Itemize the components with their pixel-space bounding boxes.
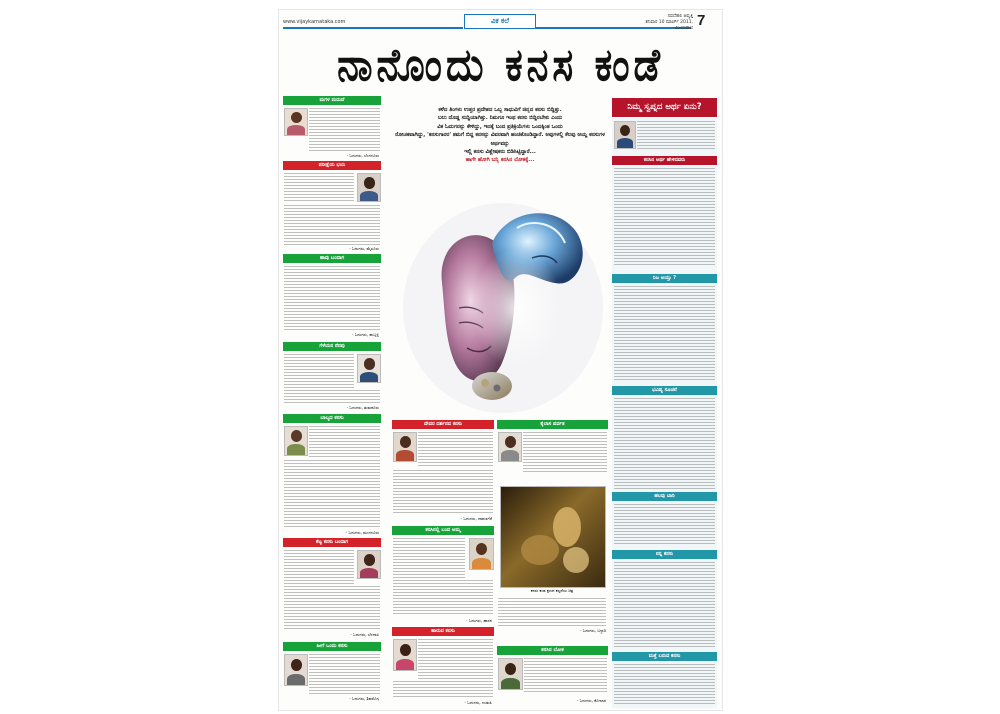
edition-line-1: ನವದೆಹಲಿ ಆವೃತ್ತಿ bbox=[667, 14, 693, 19]
sidebar-question-title: ನಿಮ್ಮ ಸ್ವಪ್ನದ ಅರ್ಥ ಏನು? bbox=[612, 98, 717, 117]
left-section-heading-7: ಹೀಗೆ ಒಂದು ಕನಸು bbox=[283, 642, 381, 651]
right-sidebar bbox=[612, 118, 717, 708]
reader-photo bbox=[357, 550, 381, 579]
dream-illustration bbox=[397, 188, 609, 416]
expert-photo bbox=[614, 121, 636, 149]
reader-photo bbox=[284, 108, 308, 136]
center-bottom-column-2: ಕೈಲಾಸ ಪರ್ವತ ಕನಸು ಕಂಡ ಕ್ಷಣದ ಕಲ್ಪನೆಯ ಚಿತ್ರ - ಓದುಗರು, ಬಳ್ಳಾರಿ ಕನಸಿನ ಲೋಕ - ಓದುಗರು, ಕೋಲಾರ bbox=[497, 420, 608, 708]
center-section-heading-2: ಕನಸಿನಲ್ಲಿ ಬಂದ ಅಮ್ಮ bbox=[392, 526, 494, 535]
newspaper-page bbox=[279, 10, 722, 710]
reader-photo bbox=[393, 432, 417, 462]
reader-photo bbox=[357, 354, 381, 383]
intro-line-1: ಕಳೆದ ತಿಂಗಳು ಉತ್ತರ ಪ್ರದೇಶದ ಒಬ್ಬ ಸಾಧುವಿಗೆ ಚಿನ್ನದ ಕನಸು ಬಿದ್ದಿತ್ತು. bbox=[438, 107, 562, 113]
reader-photo bbox=[284, 654, 308, 686]
page-number: 7 bbox=[697, 12, 706, 29]
reader-photo bbox=[498, 658, 523, 690]
dream-inset-photo bbox=[500, 486, 606, 588]
intro-line-2: ಬಲು ದೊಡ್ಡ ಸುದ್ದಿಯಾಗಿತ್ತು. ನಿಮಗೂ ಇಂಥ ಕನಸು ಬಿದ್ದಿರಬೇಕು ಎಂದು bbox=[437, 115, 563, 122]
left-section-heading-6: ಕೆಟ್ಟ ಕನಸು ಬಂದಾಗ bbox=[283, 538, 381, 547]
sidebar-section-heading-2: ನಿಜ ಆಯ್ತು ? bbox=[612, 274, 717, 283]
intro-line-5: ಇಲ್ಲಿ ಕನಸು ವಿಶ್ಲೇಷಕರು ಬಿಡಿಸಿಟ್ಟಿದ್ದಾರೆ... bbox=[464, 149, 536, 156]
intro-line-3: ವಿಕ ಓದುಗರನ್ನು ಕೇಳಿದ್ದು, ಇದಕ್ಕೆ ಬಂದ ಪ್ರತಿಕ್ರಿಯೆಗಳು ಒಂದಕ್ಕಿಂತ ಒಂದು bbox=[437, 123, 563, 130]
edition-date: ಶನಿವಾರ 10 ಮಾರ್ಚ್ 2011, ವಿಜಯವಾಣಿ bbox=[645, 20, 693, 31]
sidebar-section-heading-4: ಹಲವು ಬಾರಿ bbox=[612, 492, 717, 501]
masthead-rule-left bbox=[283, 27, 463, 29]
intro-paragraph bbox=[392, 106, 608, 165]
center-section-heading-1: ದೇವರ ದರ್ಶನದ ಕನಸು bbox=[392, 420, 494, 429]
dream-inset-caption: ಕನಸು ಕಂಡ ಕ್ಷಣದ ಕಲ್ಪನೆಯ ಚಿತ್ರ bbox=[530, 588, 574, 593]
center-section-heading-5: ಕನಸಿನ ಲೋಕ bbox=[497, 646, 608, 655]
reader-photo bbox=[469, 538, 494, 570]
center-section-heading-3: ಹಾರುವ ಕನಸು bbox=[392, 627, 494, 636]
left-section-heading-4: ಗೆಳೆಯನ ನೆನಪು bbox=[283, 342, 381, 351]
reader-photo bbox=[393, 639, 417, 671]
reader-photo bbox=[498, 432, 522, 462]
intro-line-4: ರೋಚಕವಾಗಿದ್ದು, 'ಕನಸುಗಾರರ' ತಮಗೆ ಬಿದ್ದ ಕನಸನ್ನು ವಿವರವಾಗಿ ಹಂಚಿಕೊಂಡಿದ್ದಾರೆ. ಅವುಗಳಲ್ಲಿ ಕೆಲವು ಆಯ್ದ ಕನಸುಗಳ ಅರ್ಥವನ್ನು bbox=[395, 132, 605, 147]
left-section-heading-3: ಹಾವು ಬಂದಾಗ bbox=[283, 254, 381, 263]
reader-photo bbox=[284, 426, 308, 456]
sidebar-section-heading-5: ನನ್ನ ಕನಸು bbox=[612, 550, 717, 559]
section-title: ವಿಕ ಕಲೆ bbox=[464, 14, 536, 29]
page-headline: ನಾನೊಂದು ಕನಸ ಕಂಡೆ bbox=[337, 39, 664, 92]
left-column: ಮಗಳ ಮದುವೆ - ಓದುಗರು, ಬೆಂಗಳೂರು ಪರೀಕ್ಷೆಯ ಭಯ - ಓದುಗರು, ಮೈಸೂರು ಹಾವು ಬಂದಾಗ - ಓದುಗರು, ಹುಬ್ಬಳ್ಳಿ ಗೆಳೆಯನ ನೆನಪು - ಓದುಗರು, ತುಮಕೂರು ಬಾಲ್ಯದ ಕನಸು - ಓದುಗರು, ಮಂಗಳೂರು ಕೆಟ್ಟ ಕನಸು ಬಂದಾಗ - ಓದುಗರು, ಬೆಳಗಾವಿ ಹೀಗೆ ಒಂದು ಕನಸು - ಓದುಗರು, ಶಿವಮೊಗ್ಗ bbox=[283, 96, 381, 708]
sidebar-section-heading-1: ಕನಸಿನ ಅರ್ಥ ಹೇಳಿದವರು bbox=[612, 156, 717, 165]
intro-tagline: ಹಾಗೇ ಹೋಗಿ ಬನ್ನಿ ಕನಸಿನ ಲೋಕಕ್ಕೆ... bbox=[465, 157, 535, 164]
sidebar-section-heading-6: ಮತ್ತೆ ಬರುವ ಕನಸು bbox=[612, 652, 717, 661]
edition-info bbox=[635, 14, 693, 32]
reader-photo bbox=[357, 173, 381, 202]
left-section-heading-1: ಮಗಳ ಮದುವೆ bbox=[283, 96, 381, 105]
website-url[interactable]: www.vijaykarnataka.com bbox=[283, 19, 346, 25]
sidebar-section-heading-3: ಭವಿಷ್ಯ ಸೂಚನೆ bbox=[612, 386, 717, 395]
left-section-heading-2: ಪರೀಕ್ಷೆಯ ಭಯ bbox=[283, 161, 381, 170]
left-section-heading-5: ಬಾಲ್ಯದ ಕನಸು bbox=[283, 414, 381, 423]
center-bottom-column-1: ದೇವರ ದರ್ಶನದ ಕನಸು - ಓದುಗರು, ದಾವಣಗೆರೆ ಕನಸಿನಲ್ಲಿ ಬಂದ ಅಮ್ಮ - ಓದುಗರು, ಹಾಸನ ಹಾರುವ ಕನಸು - ಓದುಗರು, ಉಡುಪಿ bbox=[392, 420, 494, 708]
masthead-bar bbox=[279, 10, 722, 32]
center-section-heading-4: ಕೈಲಾಸ ಪರ್ವತ bbox=[497, 420, 608, 429]
